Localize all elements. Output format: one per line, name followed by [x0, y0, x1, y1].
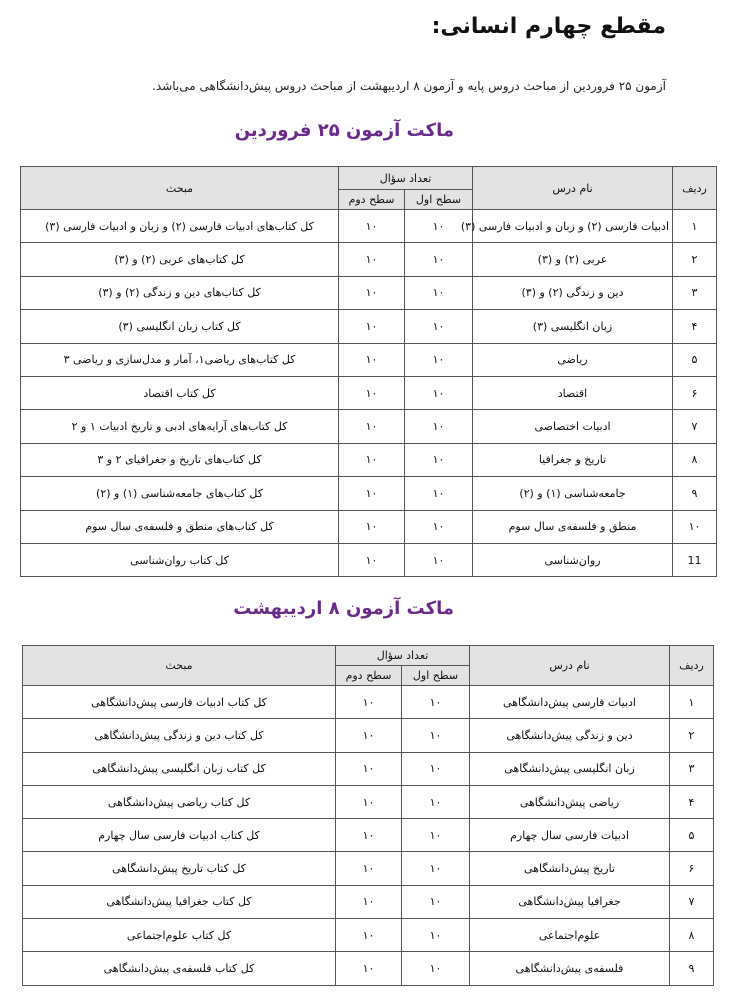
lesson-name-cell: ادبیات فارسی (۲) و زبان و ادبیات فارسی (۳) — [473, 210, 673, 243]
header-level-2: سطح دوم — [338, 190, 404, 210]
header-row-number: ردیف — [670, 646, 714, 686]
topic-cell: کل کتاب علوم‌اجتماعی — [23, 919, 336, 952]
exam2-title: ماکت آزمون ۸ اردیبهشت — [233, 598, 454, 619]
level-2-count-cell: ۱۰ — [335, 919, 401, 952]
level-2-count-cell: ۱۰ — [338, 343, 404, 376]
topic-cell: کل کتاب دین و زندگی پیش‌دانشگاهی — [23, 719, 336, 752]
level-2-count-cell: ۱۰ — [338, 543, 404, 576]
level-2-count-cell: ۱۰ — [338, 210, 404, 243]
row-number-cell: ۷ — [670, 885, 714, 918]
level-2-count-cell: ۱۰ — [338, 376, 404, 409]
level-2-count-cell: ۱۰ — [338, 276, 404, 309]
topic-cell: کل کتاب‌های ریاضی۱، آمار و مدل‌سازی و ریاضی ۳ — [21, 343, 339, 376]
lesson-name-cell: ریاضی پیش‌دانشگاهی — [470, 785, 670, 818]
header-level-1: سطح اول — [402, 666, 470, 686]
level-2-count-cell: ۱۰ — [335, 752, 401, 785]
level-1-count-cell: ۱۰ — [405, 477, 473, 510]
table-row — [21, 510, 717, 543]
lesson-name-cell: ادبیات فارسی سال چهارم — [470, 819, 670, 852]
level-1-count-cell: ۱۰ — [402, 819, 470, 852]
topic-cell: کل کتاب‌های جامعه‌شناسی (۱) و (۲) — [21, 477, 339, 510]
level-2-count-cell: ۱۰ — [338, 410, 404, 443]
topic-cell: کل کتاب زبان انگلیسی (۳) — [21, 310, 339, 343]
page-title: مقطع چهارم انسانی: — [431, 14, 666, 39]
row-number-cell: ۵ — [673, 343, 717, 376]
level-2-count-cell: ۱۰ — [335, 819, 401, 852]
table-row — [23, 785, 714, 818]
level-1-count-cell: ۱۰ — [402, 885, 470, 918]
lesson-name-cell: جغرافیا پیش‌دانشگاهی — [470, 885, 670, 918]
table-row — [21, 310, 717, 343]
level-2-count-cell: ۱۰ — [335, 785, 401, 818]
row-number-cell: ۲ — [673, 243, 717, 276]
lesson-name-cell: ریاضی — [473, 343, 673, 376]
level-1-count-cell: ۱۰ — [405, 243, 473, 276]
topic-cell: کل کتاب ادبیات فارسی سال چهارم — [23, 819, 336, 852]
topic-cell: کل کتاب ادبیات فارسی پیش‌دانشگاهی — [23, 686, 336, 719]
lesson-name-cell: عربی (۲) و (۳) — [473, 243, 673, 276]
level-1-count-cell: ۱۰ — [402, 752, 470, 785]
lesson-name-cell: منطق و فلسفه‌ی سال سوم — [473, 510, 673, 543]
lesson-name-cell: دین و زندگی پیش‌دانشگاهی — [470, 719, 670, 752]
header-question-count: تعداد سؤال — [338, 167, 472, 190]
topic-cell: کل کتاب‌های منطق و فلسفه‌ی سال سوم — [21, 510, 339, 543]
level-1-count-cell: ۱۰ — [405, 343, 473, 376]
header-question-count: تعداد سؤال — [335, 646, 469, 666]
row-number-cell: ۵ — [670, 819, 714, 852]
row-number-cell: ۶ — [670, 852, 714, 885]
lesson-name-cell: فلسفه‌ی پیش‌دانشگاهی — [470, 952, 670, 985]
table-row — [21, 477, 717, 510]
lesson-name-cell: تاریخ پیش‌دانشگاهی — [470, 852, 670, 885]
header-lesson-name: نام درس — [470, 646, 670, 686]
level-1-count-cell: ۱۰ — [405, 543, 473, 576]
table-row — [23, 819, 714, 852]
row-number-cell: ۹ — [670, 952, 714, 985]
level-1-count-cell: ۱۰ — [402, 919, 470, 952]
level-1-count-cell: ۱۰ — [402, 952, 470, 985]
row-number-cell: ۱ — [673, 210, 717, 243]
exam1-title: ماکت آزمون ۲۵ فروردین — [234, 120, 454, 141]
level-1-count-cell: ۱۰ — [402, 852, 470, 885]
topic-cell: کل کتاب روان‌شناسی — [21, 543, 339, 576]
lesson-name-cell: اقتصاد — [473, 376, 673, 409]
exam1-table-body — [21, 210, 717, 577]
exam1-table — [20, 166, 717, 577]
level-2-count-cell: ۱۰ — [338, 243, 404, 276]
table-row — [23, 919, 714, 952]
topic-cell: کل کتاب‌های دین و زندگی (۲) و (۳) — [21, 276, 339, 309]
lesson-name-cell: ادبیات اختصاصی — [473, 410, 673, 443]
row-number-cell: ۶ — [673, 376, 717, 409]
topic-cell: کل کتاب‌های عربی (۲) و (۳) — [21, 243, 339, 276]
row-number-cell: 11 — [673, 543, 717, 576]
level-2-count-cell: ۱۰ — [335, 686, 401, 719]
lesson-name-cell: دین و زندگی (۲) و (۳) — [473, 276, 673, 309]
topic-cell: کل کتاب فلسفه‌ی پیش‌دانشگاهی — [23, 952, 336, 985]
topic-cell: کل کتاب‌های ادبیات فارسی (۲) و زبان و ادبیات فارسی (۳) — [21, 210, 339, 243]
level-1-count-cell: ۱۰ — [405, 276, 473, 309]
level-1-count-cell: ۱۰ — [405, 310, 473, 343]
header-topic: مبحث — [21, 167, 339, 210]
row-number-cell: ۱ — [670, 686, 714, 719]
row-number-cell: ۱۰ — [673, 510, 717, 543]
row-number-cell: ۴ — [670, 785, 714, 818]
row-number-cell: ۹ — [673, 477, 717, 510]
table-row — [21, 210, 717, 243]
topic-cell: کل کتاب‌های آرایه‌های ادبی و تاریخ ادبیات ۱ و ۲ — [21, 410, 339, 443]
lesson-name-cell: تاریخ و جغرافیا — [473, 443, 673, 476]
level-1-count-cell: ۱۰ — [405, 410, 473, 443]
row-number-cell: ۸ — [670, 919, 714, 952]
level-2-count-cell: ۱۰ — [338, 510, 404, 543]
level-1-count-cell: ۱۰ — [405, 443, 473, 476]
table-row — [21, 243, 717, 276]
level-2-count-cell: ۱۰ — [335, 952, 401, 985]
topic-cell: کل کتاب تاریخ پیش‌دانشگاهی — [23, 852, 336, 885]
table-row — [21, 443, 717, 476]
table-row — [21, 343, 717, 376]
topic-cell: کل کتاب ریاضی پیش‌دانشگاهی — [23, 785, 336, 818]
row-number-cell: ۴ — [673, 310, 717, 343]
level-2-count-cell: ۱۰ — [338, 310, 404, 343]
row-number-cell: ۳ — [670, 752, 714, 785]
table-row — [23, 686, 714, 719]
lesson-name-cell: زبان انگلیسی (۳) — [473, 310, 673, 343]
topic-cell: کل کتاب زبان انگلیسی پیش‌دانشگاهی — [23, 752, 336, 785]
table-row — [23, 719, 714, 752]
table-row — [21, 543, 717, 576]
level-1-count-cell: ۱۰ — [405, 376, 473, 409]
level-1-count-cell: ۱۰ — [402, 785, 470, 818]
level-1-count-cell: ۱۰ — [405, 510, 473, 543]
topic-cell: کل کتاب‌های تاریخ و جغرافیای ۲ و ۳ — [21, 443, 339, 476]
row-number-cell: ۷ — [673, 410, 717, 443]
row-number-cell: ۲ — [670, 719, 714, 752]
header-topic: مبحث — [23, 646, 336, 686]
row-number-cell: ۳ — [673, 276, 717, 309]
exam2-table — [22, 645, 714, 986]
table-row — [21, 376, 717, 409]
lesson-name-cell: زبان انگلیسی پیش‌دانشگاهی — [470, 752, 670, 785]
lesson-name-cell: جامعه‌شناسی (۱) و (۲) — [473, 477, 673, 510]
level-1-count-cell: ۱۰ — [402, 686, 470, 719]
exam2-table-body — [23, 686, 714, 986]
table-row — [21, 276, 717, 309]
level-1-count-cell: ۱۰ — [402, 719, 470, 752]
topic-cell: کل کتاب اقتصاد — [21, 376, 339, 409]
row-number-cell: ۸ — [673, 443, 717, 476]
intro-paragraph: آزمون ۲۵ فروردین از مباحث دروس پایه و آزمون ۸ اردیبهشت از مباحث دروس پیش‌دانشگاهی می‌باشد. — [152, 79, 666, 93]
level-2-count-cell: ۱۰ — [338, 443, 404, 476]
lesson-name-cell: ادبیات فارسی پیش‌دانشگاهی — [470, 686, 670, 719]
table-row — [23, 885, 714, 918]
header-lesson-name: نام درس — [473, 167, 673, 210]
header-row-number: ردیف — [673, 167, 717, 210]
level-2-count-cell: ۱۰ — [335, 852, 401, 885]
lesson-name-cell: روان‌شناسی — [473, 543, 673, 576]
lesson-name-cell: علوم‌اجتماعی — [470, 919, 670, 952]
header-level-2: سطح دوم — [335, 666, 401, 686]
table-row — [23, 752, 714, 785]
level-2-count-cell: ۱۰ — [335, 719, 401, 752]
header-level-1: سطح اول — [405, 190, 473, 210]
level-1-count-cell: ۱۰ — [405, 210, 473, 243]
level-2-count-cell: ۱۰ — [335, 885, 401, 918]
table-row — [23, 952, 714, 985]
level-2-count-cell: ۱۰ — [338, 477, 404, 510]
topic-cell: کل کتاب جغرافیا پیش‌دانشگاهی — [23, 885, 336, 918]
table-row — [21, 410, 717, 443]
table-row — [23, 852, 714, 885]
